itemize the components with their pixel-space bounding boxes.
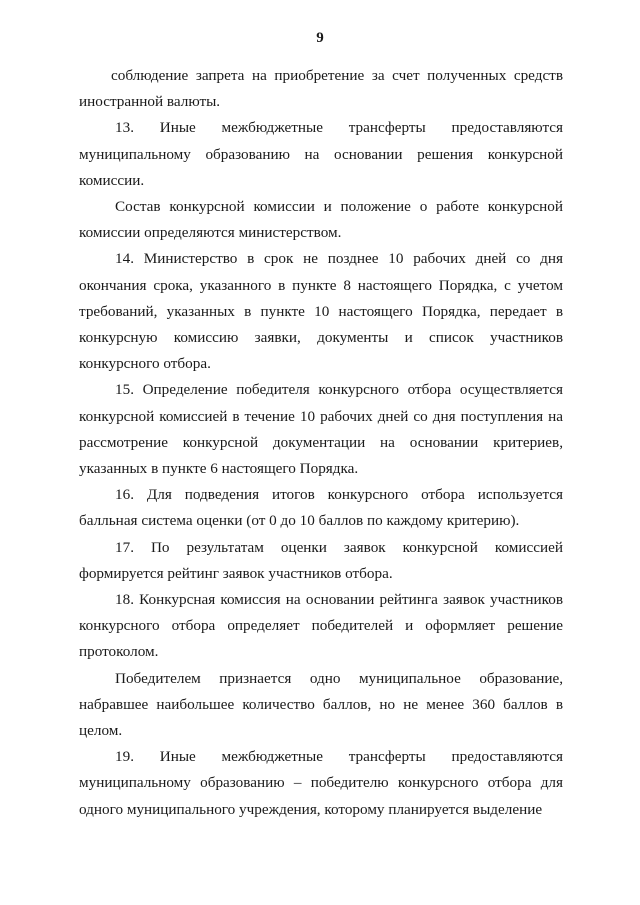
paragraph-16: 16. Для подведения итогов конкурсного отбора используется балльная система оценки (от 0 до 10 баллов по каждому критерию). — [79, 486, 563, 530]
paragraph-18: 18. Конкурсная комиссия на основании рейтинга заявок участников конкурсного отбора определяет победителей и оформляет решение протоколом. — [79, 591, 563, 661]
paragraph-continuation: соблюдение запрета на приобретение за счет полученных средств иностранной валюты. — [79, 67, 563, 111]
paragraph-19: 19. Иные межбюджетные трансферты предоставляются муниципальному образованию – победителю конкурсного отбора для одного муниципального учреждения, которому планируется выделение — [79, 748, 563, 818]
page-number: 9 — [316, 30, 324, 46]
paragraph-winner: Победителем признается одно муниципальное образование, набравшее наибольшее количество баллов, но не менее 360 баллов в целом. — [79, 669, 563, 740]
paragraph-15: 15. Определение победителя конкурсного отбора осуществляется конкурсной комиссией в течение 10 рабочих дней со дня поступления на рассмотрение конкурсной документации на основании критериев, указанных в пункте 6 настоящего Порядка. — [79, 381, 563, 478]
paragraph-commission-composition: Состав конкурсной комиссии и положение о работе конкурсной комиссии определяются министерством. — [79, 198, 563, 242]
paragraph-17: 17. По результатам оценки заявок конкурсной комиссией формируется рейтинг заявок участников отбора. — [79, 538, 563, 582]
paragraph-13: 13. Иные межбюджетные трансферты предоставляются муниципальному образованию на основании решения конкурсной комиссии. — [79, 119, 563, 189]
document-body — [79, 63, 563, 823]
paragraph-14: 14. Министерство в срок не позднее 10 рабочих дней со дня окончания срока, указанного в пункте 8 настоящего Порядка, с учетом требований, указанных в пункте 10 настоящего Порядка, передает в конкурсную комиссию заявки, документы и список участников конкурсного отбора. — [79, 250, 563, 373]
